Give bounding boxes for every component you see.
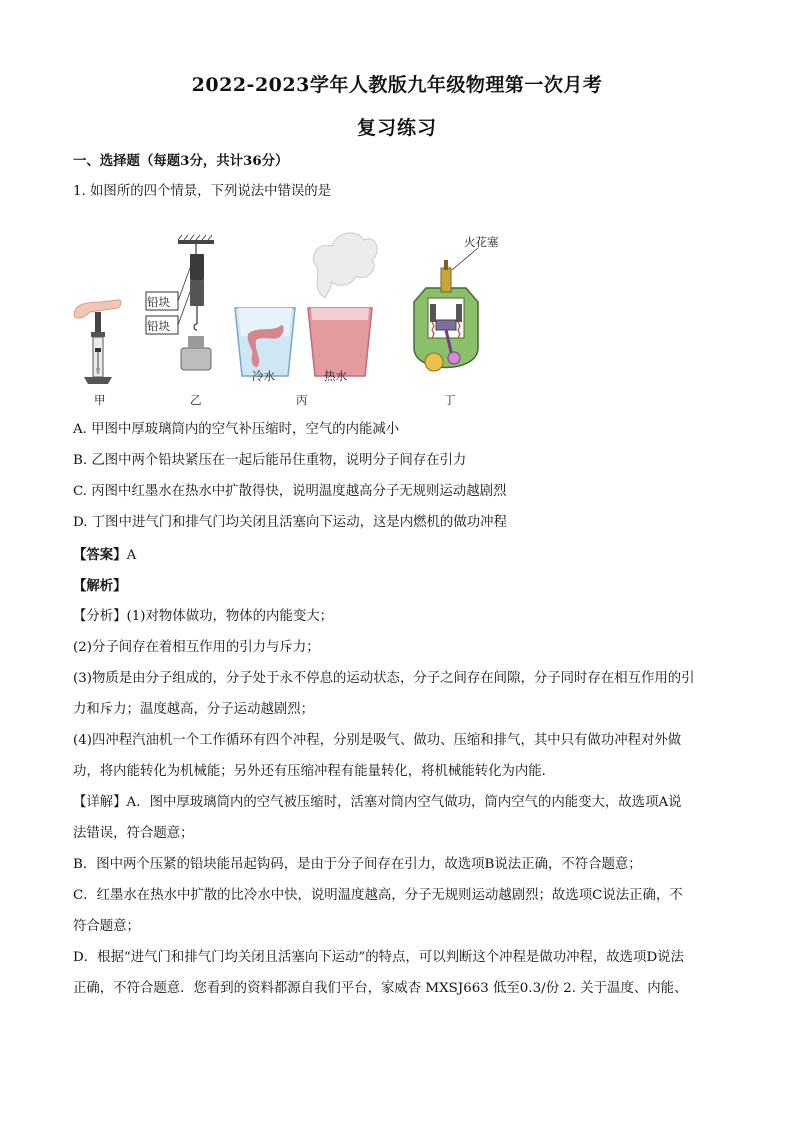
answer-value: A — [126, 548, 137, 563]
caption-bing: 丙 — [296, 393, 308, 407]
section-heading: 一、选择题（每题3分，共计36分） — [73, 153, 289, 169]
option-b: B. 乙图中两个铅块紧压在一起后能吊住重物，说明分子间存在引力 — [73, 453, 467, 468]
detail-line: C．红墨水在热水中扩散的比冷水中快，说明温度越高，分子无规则运动越剧烈；故选项C说法正确，不 — [73, 888, 683, 903]
page-title: 2022-2023学年人教版九年级物理第一次月考 — [191, 74, 603, 96]
analysis-line: (4)四冲程汽油机一个工作循环有四个冲程，分别是吸气、做功、压缩和排气，其中只有做功冲程对外做 — [73, 733, 682, 748]
option-a: A. 甲图中厚玻璃筒内的空气补压缩时，空气的内能减小 — [73, 422, 400, 437]
analysis-line: 功，将内能转化为机械能；另外还有压缩冲程有能量转化，将机械能转化为内能． — [73, 764, 556, 779]
option-c: C. 丙图中红墨水在热水中扩散得快，说明温度越高分子无规则运动越剧烈 — [73, 484, 507, 499]
answer-label: 【答案】 — [73, 547, 127, 563]
label-cold-water: 冷水 — [252, 369, 275, 383]
detail-line: 符合题意； — [73, 919, 140, 934]
figure-ding-engine-cylinder — [414, 248, 478, 371]
answer-row — [73, 545, 136, 566]
caption-jia: 甲 — [94, 393, 106, 407]
question-1-stem: 1. 如图所的四个情景，下列说法中错误的是 — [73, 184, 332, 199]
detail-line: 正确，不符合题意．您看到的资料都源自我们平台，家威杏 MXSJ663 低至0.3/份 2. 关于温度、内能、 — [73, 981, 688, 996]
analysis-line: 力和斥力；温度越高，分子运动越剧烈； — [73, 702, 315, 717]
detail-line: 法错误，符合题意； — [73, 826, 194, 841]
detail-line: 【详解】A．图中厚玻璃筒内的空气被压缩时，活塞对筒内空气做功，筒内空气的内能变大，故选项A说 — [73, 795, 682, 810]
label-lead-block-1: 铅块 — [147, 295, 170, 309]
caption-yi: 乙 — [190, 393, 202, 407]
figure-jia-compression-tube — [74, 300, 121, 384]
analysis-line: 【分析】(1)对物体做功，物体的内能变大； — [73, 609, 333, 624]
question-1-figure — [60, 208, 500, 408]
figure-bing-diffusion-beakers — [235, 233, 377, 376]
analysis-label: 【解析】 — [73, 578, 127, 594]
label-spark-plug: 火花塞 — [464, 235, 499, 249]
page-subtitle: 复习练习 — [356, 117, 437, 139]
caption-ding: 丁 — [444, 393, 456, 407]
analysis-line: (3)物质是由分子组成的，分子处于永不停息的运动状态，分子之间存在间隙，分子同时存在相互作用的引 — [73, 671, 695, 686]
detail-line: D．根据“进气门和排气门均关闭且活塞向下运动”的特点，可以判断这个冲程是做功冲程，故选项D说法 — [73, 950, 684, 965]
analysis-line: (2)分子间存在着相互作用的引力与斥力； — [73, 640, 320, 655]
label-hot-water: 热水 — [324, 369, 347, 383]
label-lead-block-2: 铅块 — [147, 319, 170, 333]
option-d: D. 丁图中进气门和排气门均关闭且活塞向下运动，这是内燃机的做功冲程 — [73, 515, 507, 530]
detail-line: B．图中两个压紧的铅块能吊起钩码，是由于分子间存在引力，故选项B说法正确，不符合题意； — [73, 857, 642, 872]
